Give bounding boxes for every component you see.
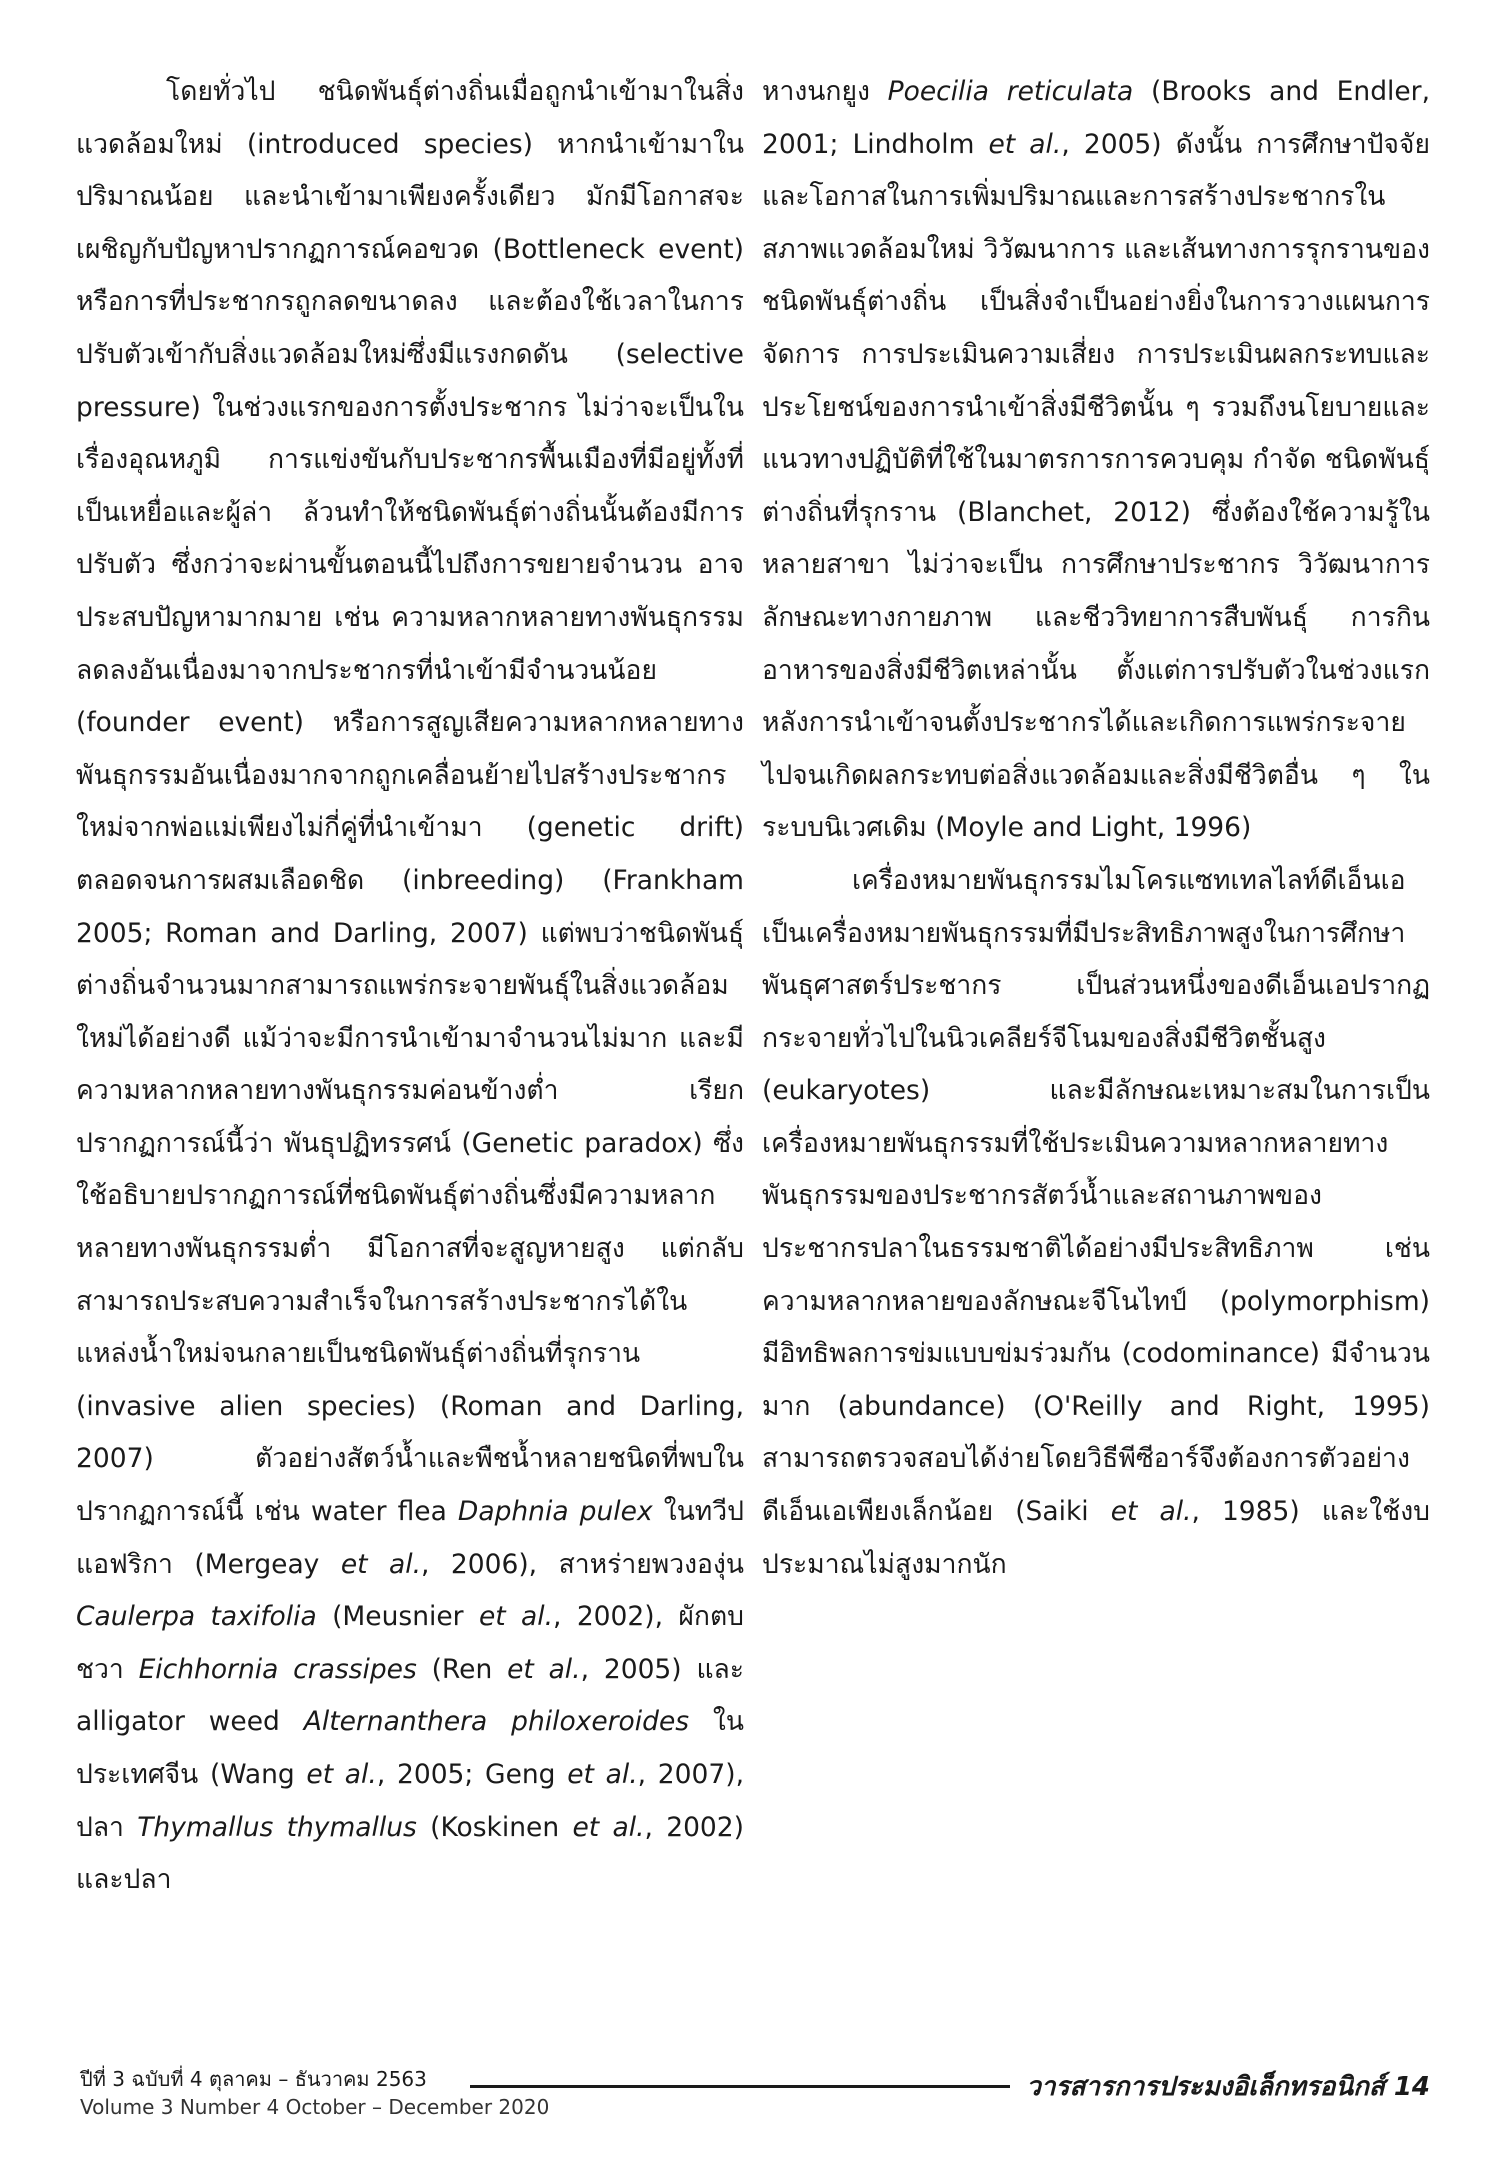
body-text: , 2005; Geng [376,1759,568,1790]
italic-text: et al. [1110,1496,1192,1528]
italic-text: Thymallus thymallus [137,1811,417,1843]
body-text: , 2005) ดังนั้น การศึกษาปัจจัยและโอกาสในการเพิ่มปริมาณและการสร้างประชากรในสภาพแวดล้อมใหม่ วิวัฒนาการ และเส้นทางการรุกรานของชนิดพันธุ์ต่างถิ่น เป็นสิ่งจำเป็นอย่างยิ่งในการวางแผนการจัดการ การประเมินความเสี่ยง การประเมินผลกระทบและประโยชน์ของการนำเข้าสิ่งมีชีวิตนั้น ๆ รวมถึงนโยบายและแนวทางปฏิบัติที่ใช้ในมาตรการการควบคุม กำจัด ชนิดพันธุ์ต่างถิ่นที่รุกราน (Blanchet, 2012) ซึ่งต้องใช้ความรู้ในหลายสาขา ไม่ว่าจะเป็น การศึกษาประชากร วิวัฒนาการ ลักษณะทางกายภาพ และชีววิทยาการสืบพันธุ์ การกินอาหารของสิ่งมีชีวิตเหล่านั้น ตั้งแต่การปรับตัวในช่วงแรกหลังการนำเข้าจนตั้งประชากรได้และเกิดการแพร่กระจาย ไปจนเกิดผลกระทบต่อสิ่งแวดล้อมและสิ่งมีชีวิตอื่น ๆ ในระบบนิเวศเดิม (Moyle and Light, 1996) [762,128,1430,844]
body-text: (Ren [416,1653,508,1685]
italic-text: et al. [478,1601,554,1633]
italic-text: Eichhornia crassipes [138,1653,417,1685]
body-text: , 2002) และปลา [76,1811,744,1896]
italic-text: et al. [988,128,1062,160]
body-text: (Koskinen [416,1811,573,1843]
italic-text: et al. [306,1759,377,1790]
left-column [76,66,744,1907]
body-text: , 1985) และใช้งบประมาณไม่สูงมากนัก [762,1496,1430,1580]
italic-text: et al. [572,1811,645,1843]
journal-title [1018,2066,1430,2107]
italic-text: et al. [507,1653,581,1685]
body-text: หางนกยูง [762,76,888,107]
body-text: (Brooks and Endler, 2001; Lindholm [762,76,1430,160]
page-number: 14 [1393,2072,1430,2102]
italic-text: et al. [340,1548,422,1580]
paragraph [76,66,744,1907]
body-text: , 2002), ผักตบชวา [76,1601,745,1685]
right-column [762,66,1430,1591]
issue-info [80,2065,549,2121]
body-text: , 2006), สาหร่ายพวงองุ่น [421,1548,744,1580]
journal-name: วารสารการประมงอิเล็กทรอนิกส์ [1026,2072,1385,2102]
body-text: ในทวีปแอฟริกา (Mergeay [76,1496,744,1580]
italic-text: Poecilia reticulata [887,76,1134,107]
issue-english: Volume 3 Number 4 October – December 2020 [80,2095,550,2119]
body-text: (Meusnier [316,1601,479,1633]
italic-text: Alternanthera philoxeroides [303,1706,690,1738]
paragraph [762,66,1430,855]
issue-thai: ปีที่ 3 ฉบับที่ 4 ตุลาคม – ธันวาคม 2563 [80,2067,427,2091]
body-text: , 2007), ปลา [76,1759,744,1843]
italic-text: et al. [567,1759,638,1790]
italic-text: Caulerpa taxifolia [76,1601,317,1633]
body-text: โดยทั่วไป ชนิดพันธุ์ต่างถิ่นเมื่อถูกนำเข้ามาในสิ่งแวดล้อมใหม่ (introduced species) หากนำเข้ามาในปริมาณน้อย และนำเข้ามาเพียงครั้งเดียว มักมีโอกาสจะเผชิญกับปัญหาปรากฏการณ์คอขวด (Bottleneck event) หรือการที่ประชากรถูกลดขนาดลง และต้องใช้เวลาในการปรับตัวเข้ากับสิ่งแวดล้อมใหม่ซึ่งมีแรงกดดัน (selective pressure) ในช่วงแรกของการตั้งประชากร ไม่ว่าจะเป็นในเรื่องอุณหภูมิ การแข่งขันกับประชากรพื้นเมืองที่มีอยู่ทั้งที่เป็นเหยื่อและผู้ล่า ล้วนทำให้ชนิดพันธุ์ต่างถิ่นนั้นต้องมีการปรับตัว ซึ่งกว่าจะผ่านขั้นตอนนี้ไปถึงการขยายจำนวน อาจประสบปัญหามากมาย เช่น ความหลากหลายทางพันธุกรรมลดลงอันเนื่องมาจากประชากรที่นำเข้ามีจำนวนน้อย (founder event) หรือการสูญเสียความหลากหลายทางพันธุกรรมอันเนื่องมากจากถูกเคลื่อนย้ายไปสร้างประชากรใหม่จากพ่อแม่เพียงไม่กี่คู่ที่นำเข้ามา (genetic drift) ตลอดจนการผสมเลือดชิด (inbreeding) (Frankham 2005; Roman and Darling, 2007) แต่พบว่าชนิดพันธุ์ต่างถิ่นจำนวนมากสามารถแพร่กระจายพันธุ์ในสิ่งแวดล้อมใหม่ได้อย่างดี แม้ว่าจะมีการนำเข้ามาจำนวนไม่มาก และมีความหลากหลายทางพันธุกรรมค่อนข้างต่ำ เรียกปรากฏการณ์นี้ว่า พันธุปฏิทรรศน์ (Genetic paradox) ซึ่งใช้อธิบายปรากฏการณ์ที่ชนิดพันธุ์ต่างถิ่นซึ่งมีความหลากหลายทางพันธุกรรมต่ำ มีโอกาสที่จะสูญหายสูง แต่กลับสามารถประสบความสำเร็จในการสร้างประชากรได้ในแหล่งน้ำใหม่จนกลายเป็นชนิดพันธุ์ต่างถิ่นที่รุกราน (invasive alien species) (Roman and Darling, 2007) ตัวอย่างสัตว์น้ำและพืชน้ำหลายชนิดที่พบในปรากฏการณ์นี้ เช่น water flea [76,76,744,1528]
paragraph [762,855,1430,1591]
body-text: เครื่องหมายพันธุกรรมไมโครแซทเทลไลท์ดีเอ็นเอเป็นเครื่องหมายพันธุกรรมที่มีประสิทธิภาพสูงในการศึกษาพันธุศาสตร์ประชากร เป็นส่วนหนึ่งของดีเอ็นเอปรากฏกระจายทั่วไปในนิวเคลียร์จีโนมของสิ่งมีชีวิตชั้นสูง (eukaryotes) และมีลักษณะเหมาะสมในการเป็นเครื่องหมายพันธุกรรมที่ใช้ประเมินความหลากหลายทางพันธุกรรมของประชากรสัตว์น้ำและสถานภาพของประชากรปลาในธรรมชาติได้อย่างมีประสิทธิภาพ เช่น ความหลากหลายของลักษณะจีโนไทป์ (polymorphism) มีอิทธิพลการข่มแบบข่มร่วมกัน (codominance) มีจำนวนมาก (abundance) (O'Reilly and Right, 1995) สามารถตรวจสอบได้ง่ายโดยวิธีพีซีอาร์จึงต้องการตัวอย่างดีเอ็นเอเพียงเล็กน้อย (Saiki [762,864,1430,1528]
italic-text: Daphnia pulex [457,1496,653,1528]
footer-divider [470,2085,1010,2088]
body-text: ในประเทศจีน (Wang [76,1706,744,1790]
body-text: , 2005) และ alligator weed [76,1653,744,1738]
